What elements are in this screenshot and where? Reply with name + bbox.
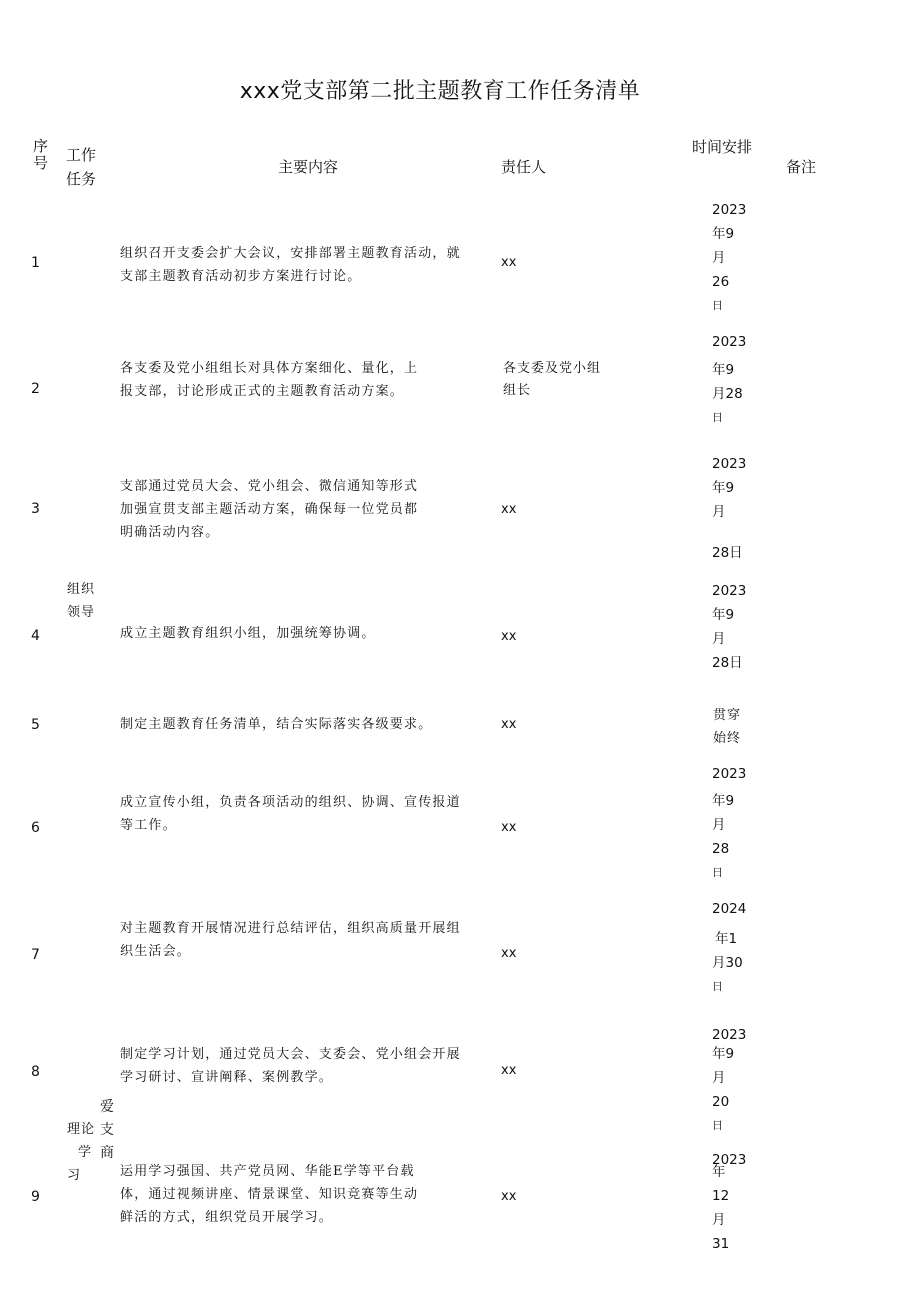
row-number: 2 [31,381,40,397]
task-group-theory-left: 理论 学 习 [67,1122,96,1183]
task-group-organization: 组织 领导 [67,582,96,620]
row-time: 2023 年9 月 20 日 [712,1027,747,1132]
row-time: 2023 年9 月 28日 [712,456,747,561]
row-content: 对主题教育开展情况进行总结评估，组织高质量开展组 织生活会。 [120,921,461,959]
row-responsible: 各支委及党小组 组长 [503,361,602,398]
row-responsible: xx [501,1063,517,1078]
row-number: 1 [31,255,40,271]
header-responsible: 责任人 [501,158,547,176]
row-content: 成立主题教育组织小组，加强统筹协调。 [120,626,376,641]
row-responsible: xx [501,502,517,517]
header-time: 时间安排 [692,138,753,156]
row-time: 2023 年9 月 26 日 [712,202,747,312]
row-content: 组织召开支委会扩大会议，安排部署主题教育活动，就 支部主题教育活动初步方案进行讨论。 [120,246,461,284]
row-number: 6 [31,820,40,836]
row-content: 支部通过党员大会、党小组会、微信通知等形式 加强宣贯支部主题活动方案，确保每一位党员都 明确活动内容。 [120,479,419,540]
row-content: 制定主题教育任务清单，结合实际落实各级要求。 [120,717,433,732]
row-time: 贯穿 始终 [713,708,742,746]
row-number: 9 [31,1189,40,1205]
row-content: 各支委及党小组组长对具体方案细化、量化，上 报支部，讨论形成正式的主题教育活动方案。 [120,361,419,399]
header-content: 主要内容 [278,158,339,176]
row-number: 5 [31,717,40,733]
row-responsible: xx [501,629,517,644]
page-title: xxx党支部第二批主题教育工作任务清单 [239,79,641,104]
row-number: 7 [31,947,40,963]
row-time: 2023 年9 月28 日 [712,334,747,424]
row-responsible: xx [501,946,517,961]
row-time: 2023 年9 月 28 日 [712,766,747,879]
row-time: 2024 年1 月30 日 [712,901,747,993]
row-number: 4 [31,628,40,644]
row-responsible: xx [501,717,517,732]
row-number: 3 [31,501,40,517]
row-responsible: xx [501,820,517,835]
row-content: 运用学习强国、共产党员网、华能E学等平台载 体，通过视频讲座、情景课堂、知识竞赛等生动 鲜活的方式，组织党员开展学习。 [120,1164,419,1225]
row-content: 成立宣传小组，负责各项活动的组织、协调、宣传报道 等工作。 [120,795,461,833]
header-task: 工作 任务 [66,146,97,188]
task-group-theory-right: 爱 支 商 [100,1099,115,1161]
header-seq: 序 号 [33,137,49,172]
row-responsible: xx [501,255,517,270]
row-responsible: xx [501,1189,517,1204]
row-content: 制定学习计划，通过党员大会、支委会、党小组会开展 学习研讨、宣讲阐释、案例教学。 [120,1047,461,1085]
row-number: 8 [31,1064,40,1080]
row-time: 2023 年9 月 28日 [712,583,747,671]
header-remark: 备注 [786,158,817,176]
row-time: 2023 年 12 月 31 [712,1152,747,1252]
